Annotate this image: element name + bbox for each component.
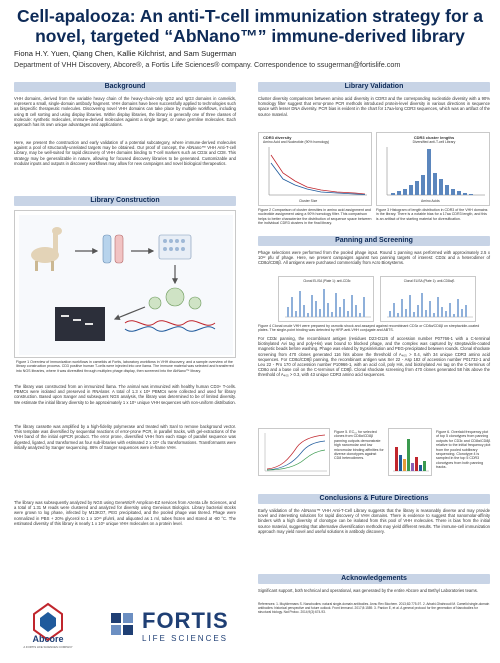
- panning-heading: Panning and Screening: [258, 236, 490, 246]
- fig5-plot: [259, 429, 331, 477]
- conclusions-p1: Early validation of the AbNano™ VHH Anti-T-Cell Library suggests that the library is reasonably diverse and may provide novel and interesting solutions for rapid discovery of VHH domains. There is evidence to suggest that nanomolar-affinity binders with a high diversity of clonotype can be isolated from this pool of VHH molecules. There is bias from the initial source material, suggesting that alternative diversification methods may yield different results. The immune-cell immunization approach may yield novel and useful solutions in antibody discovery.: [258, 508, 490, 534]
- abcore-tagline: A FORTIS LIFE SCIENCES COMPANY: [23, 645, 73, 649]
- gel-icon: [55, 307, 105, 341]
- fig2-xlabel: Cluster Size: [299, 199, 318, 203]
- library-construction-p3: The library was subsequently analyzed by NGS using GeneWiz® Amplicon-EZ services from Azenta Life Sciences, and a total of 1.31 M reads were clustered and analyzed for diversity using Geneious Biologics. Library bacterial stocks were grown to log phase, infected by M13KO7, PEG precipitated, and the pooled phage was titered. Phage were normalized in PBS + 20% glycerol to 1 x 10¹³ pfu/ml, and aliquoted as 1 ml, tubes frozen and stored at -80 °C. The estimated diversity of this library is nearly 1 x 10⁹ unique VHH molecules on a protein level.: [14, 500, 236, 526]
- references: References: 1. Muyldermans S. Nanobodies: natural single-domain antibodies. Annu Rev Biochem. 2013;82:775-97. 2. Arbabi-Ghahroudi M. Camelid single-domain antibodies: historical perspective and future outlook. Front Immunol. 2017;8:1589. 3. Pardon E, et al. A general protocol for the generation of Nanobodies for structural biology. Nat Protoc. 2014;9(3):674-93.: [258, 602, 490, 614]
- figure-4-right-chart: [380, 276, 476, 322]
- figure-2-caption: Figure 2 Comparison of cluster densities in amino acid assignment and nucleotide assignment using a 90% homology filter. This comparison helps to better characterize the distribution of sequence space between the individual CDR3 clusters in the final library.: [258, 208, 372, 226]
- title-line-1: Cell-apalooza: An anti-T-cell immunization strategy for a: [16, 6, 484, 26]
- plate-icon: [159, 235, 191, 259]
- fig2-plot: [259, 133, 373, 207]
- panning-p2: For CD3ε panning, the recombinant antigen (residues D23-D126 of accession number P07766-1 with a C-terminal biotinylated Avi tag and poly-His) was bound to blocked phage, and the complex was captured by streptavidin-coated magnetic beads before washing. Phage was eluted by trypsin/elution and PEG-precipitated between rounds. Clonal shockate screening from 470 clones generated 116 hits above the threshold of A₄₀₅ > 0.4, with 34 unique CDR3 amino acid sequences. For CD8α/CD8β panning, the recombinant antigen was Ser 22 - Asp 182 of accession number P01732-1 and Leu 22 - Pro 170 of accession number P10966-1, with an acid coil, poly His, and biotinylated Avi tag on the C-terminus of CD8α and a base coil on the C-terminus of CD8β. Clonal shockate screening from 470 clones generated 58 hits above the threshold of A₄₀₅ > 0.3, with 43 unique CDR3 amino acid sequences.: [258, 336, 490, 378]
- fig4-left-title: Clonal ELISA (Plate 1): anti-CD3ε: [303, 279, 351, 283]
- figure-3-caption: Figure 3 Histogram of length distribution in CDR3 of the VHH domains in the library. There is a notable bias for a 17aa CDR3 length, and this is an artifact of the starting material for diversification.: [376, 208, 488, 221]
- figure-6-caption: Figure 6. Overlaid frequency plot of top 5 clonotypes from panning outputs for CD3ε and CD8α/CD8β relative to the initial frequency plot from the pooled sublibrary sequencing. Clonotype 4 is sampled in the top 5 CDR3 clonotypes from both panning tracks.: [436, 430, 491, 470]
- figure-1-caption: Figure 1 Overview of immunization workflows in camelids at Fortis, laboratory workflows in VHH discovery, and a sample overview of the library construction process. CD3 positive human T-cells were injected into one llama. The immune material was selected and transferred into NGS libraries, where it was diversified through multiplex phage display, then screened into the AbNano™ library.: [16, 360, 234, 373]
- figure-6-chart: [388, 428, 432, 476]
- figure-1-workflow: [14, 210, 236, 358]
- fig3-plot: [377, 133, 491, 207]
- poster-title: [10, 6, 490, 46]
- figure-4-caption: Figure 4 Clonal crude VHH were prepared by osmotic shock and assayed against recombinant CD3ε or CD8α/CD8β on streptavidin-coated plates. The single-point binding was detected by HRP-anti-VHH conjugate and ABTS.: [258, 324, 480, 333]
- library-construction-p1: The library was constructed from an immunized llama. The animal was immunized with healthy human CD3+ T-cells. PBMCs were isolated and preserved in RNAlater. A total of 1.3 x 10⁸ PBMCs were collected and used for library construction. Based upon Sanger and subsequent NGS analysis, the library was determined to be of limited diversity. We estimate the initial library diversity to be approximately 1 x 10⁹ unique VHH sequences with non-uniform distribution.: [14, 384, 236, 405]
- figure-5-caption: Figure 5. EC₅₀ for selected clones from CD8α/CD8β panning outputs demonstrate high nanomolar and low micromolar binding affinities for diverse clonotypes against CD8 heterodimers.: [334, 430, 384, 461]
- background-heading: Background: [14, 82, 236, 92]
- library-construction-heading: Library Construction: [14, 196, 236, 206]
- fig4-left-plot: [279, 277, 375, 323]
- fig4-right-plot: [381, 277, 477, 323]
- background-p1: VHH domains, derived from the variable heavy chain of the heavy-chain-only IgG2 and IgG3 domains in camelids, represent a small, single-domain antibody fragment. VHH domains have been successfully applied to technologies such as bispecific therapeutic molecules. Discovering novel VHH domains can take place by multiple workflows, including using B cell sorting and using display libraries. Within display libraries, the library is generally one of three classes of molecule: synthetic molecules, immune-derived molecules against a single target, or naïve germline molecules. Each approach has its own unique advantages and applications.: [14, 96, 236, 128]
- abcore-name: Abcore: [32, 634, 64, 644]
- fig2-legend: Amino Acid and Nucleotide (90% homology): [263, 140, 330, 144]
- figure-3-chart: [376, 132, 490, 206]
- fortis-mark-icon: [108, 610, 138, 640]
- fig6-plot: [389, 429, 433, 477]
- fig3-subtitle: Diversified anti-T-cell Library: [412, 140, 456, 144]
- fig2-title: CDR3 diversity: [263, 135, 292, 140]
- title-line-2: novel, targeted “AbNano™” immune-derived library: [35, 26, 465, 46]
- library-construction-p2: The library cassette was amplified by a high-fidelity polymerase and treated with Sanl to remove background vector. This template was diversified by sequential reactions of error-prone PCR, in parallel tracks, with gel-extractions of the VHH band of the initial epPCR product. The error prone, diversified VHH from each stage of parallel sequence was digested, ligated, and transformed as four sub-libraries with estimated 2 x 10⁹ cfu transformations. Transformants were initially analyzed by Sanger sequencing. 86% of Sanger sequences were in-frame VHH.: [14, 424, 236, 450]
- authors: Fiona H.Y. Yuen, Qiang Chen, Kallie Kilchrist, and Sam Sugerman: [14, 49, 237, 58]
- library-validation-heading: Library Validation: [258, 82, 490, 92]
- figure-4-left-chart: [278, 276, 374, 322]
- fig3-xlabel: Amino Acids: [421, 199, 440, 203]
- background-p2: Here, we present the construction and early validation of a potential subcategory, where immune-derived molecules against a pool of structurally-unrelated targets may be obtained. Our proof of concept, the AbNano™ VHH Anti-T-cell Library, may be well-suited for rapid discovery of VHH domains binding to T-cell markers such as CD3ε and CD8. This strategy may be generalizable in nature, allowing for focused discovery libraries to be generated. Customizable and modular inputs and outputs in discovery workflows may allow for new campaigns and novel biological therapeutics.: [14, 140, 236, 166]
- fig3-title: CDR3 cluster lengths: [413, 135, 455, 140]
- conclusions-heading: Conclusions & Future Directions: [258, 494, 490, 504]
- figure-5-chart: [258, 428, 330, 476]
- abcore-logo: [18, 600, 78, 652]
- workflow-diagram: [15, 211, 237, 359]
- figure-2-chart: [258, 132, 372, 206]
- fortis-name: FORTIS: [142, 608, 229, 633]
- affiliation: Department of VHH Discovery, Abcore®, a Fortis Life Sciences® company. Correspondence to ssugerman@fortislife.com: [14, 60, 401, 69]
- acknowledgements-p1: Significant support, both technical and operational, was generated by the entire Abcore and Bethyl Laboratories teams.: [258, 588, 478, 593]
- fortis-logo: [108, 600, 228, 652]
- library-validation-p1: Cluster diversity comparisons between amino acid diversity in CDR3 and the corresponding nucleotide diversity with a 90% homology filter suggest that error-prone PCR methods introduced protein-level diversity in various directions in sequence space with lesser DNA diversity. PCR bias is evident in the chart for 17aa-long CDR3 sequences, which was an artifact of the source material.: [258, 96, 490, 117]
- acknowledgements-heading: Acknowledgements: [258, 574, 490, 584]
- fig4-right-title: Clonal ELISA (Plate 1): anti-CD8α/β: [403, 279, 455, 283]
- fortis-sub: LIFE SCIENCES: [142, 634, 229, 643]
- panning-p1: Phage selections were performed from the pooled phage input. Round 1 panning was performed with approximately 2.5 x 10¹² pfu of phage. Here, we present campaigns against two panning targets of interest: CD3ε and a heterodimer of CD8α/CD8β. All antigens were purchased commercially from Acro Biosystems.: [258, 250, 490, 266]
